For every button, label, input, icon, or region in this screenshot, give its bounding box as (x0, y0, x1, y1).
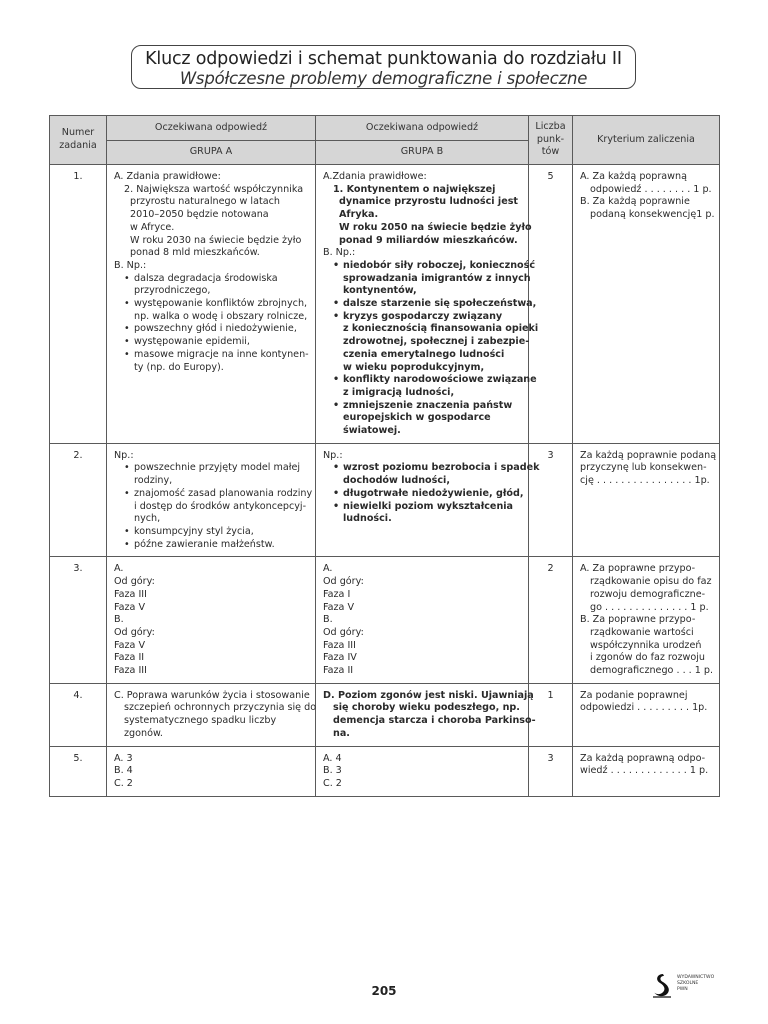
criteria-line: Za każdą poprawnie podaną (580, 449, 717, 461)
criteria-line: B. Za poprawne przypo- (580, 614, 696, 626)
page-subtitle: Współczesne problemy demograficzne i społeczne (179, 69, 588, 88)
answer-line: czenia emerytalnego ludności (343, 348, 505, 360)
bullet-icon: • (333, 310, 340, 322)
answer-line: B. 4 (114, 765, 133, 777)
answer-line: dochodów ludności, (343, 475, 450, 487)
criteria-cell (573, 165, 720, 444)
points-cell: 3 (529, 746, 573, 796)
answer-line: i dostęp do środków antykoncepcyj- (134, 500, 307, 512)
task-number-cell: 1. (50, 165, 107, 444)
table-row (50, 683, 720, 746)
answer-line: w wieku poprodukcyjnym, (343, 361, 485, 373)
answer-line: • dalsze starzenie się społeczeństwa, (333, 298, 537, 310)
bullet-icon: • (124, 298, 130, 310)
answer-line: Afryka. (339, 209, 379, 221)
answer-line: kontynentów, (343, 285, 417, 297)
answer-line: ludności. (343, 513, 392, 525)
bullet-icon: • (333, 259, 340, 271)
bullet-icon: • (124, 272, 130, 284)
answer-line: W roku 2030 na świecie będzie żyło (130, 234, 302, 246)
answer-line: C. Poprawa warunków życia i stosowanie (114, 689, 310, 701)
answer-line: Faza I (323, 588, 351, 600)
criteria-line: rządkowanie opisu do faz (590, 576, 712, 588)
group-b-answer-cell (316, 557, 529, 683)
answer-line: przyrodniczego, (134, 285, 211, 297)
criteria-cell (573, 746, 720, 796)
table-row (50, 746, 720, 796)
answer-line: światowej. (343, 425, 401, 437)
table-row (50, 443, 720, 557)
answer-line: A. (114, 563, 124, 575)
bullet-icon: • (124, 323, 130, 335)
publisher-logo (651, 972, 726, 1002)
group-b-answer-cell (316, 683, 536, 746)
answer-line: B. Np.: (323, 247, 356, 259)
criteria-line: Za każdą poprawną odpo- (580, 752, 706, 764)
group-b-answer-cell (316, 443, 540, 557)
answer-line: W roku 2050 na świecie będzie żyło (339, 221, 532, 233)
answer-line: Np.: (323, 449, 343, 461)
header-task-number: Numer zadania (50, 116, 107, 165)
chapter-title-box (131, 45, 636, 89)
answer-line: Faza III (323, 639, 356, 651)
answer-line: Np.: (114, 449, 134, 461)
bullet-icon: • (124, 538, 130, 550)
answer-line: • kryzys gospodarczy związany (333, 310, 503, 322)
bullet-icon: • (124, 487, 130, 499)
task-number-cell: 4. (50, 683, 107, 746)
criteria-line: odpowiedź . . . . . . . . 1 p. (590, 183, 712, 195)
answer-line: dynamice przyrostu ludności jest (339, 196, 518, 208)
points-cell: 1 (529, 683, 573, 746)
group-a-answer-cell (107, 557, 316, 683)
bullet-icon: • (124, 336, 130, 348)
criteria-cell (573, 443, 720, 557)
bullet-icon: • (333, 462, 340, 474)
answer-line: • zmniejszenie znaczenia państw (333, 399, 513, 411)
answer-line: Faza II (323, 665, 354, 677)
answer-line: Od góry: (114, 576, 155, 588)
answer-key-table (49, 115, 720, 797)
answer-line: Faza IV (323, 652, 357, 664)
answer-line: w Afryce. (130, 221, 175, 233)
answer-line: ponad 9 miliardów mieszkańców. (339, 234, 518, 246)
answer-line: D. Poziom zgonów jest niski. Ujawniają (323, 689, 534, 701)
answer-line: z imigracją ludności, (343, 386, 455, 398)
answer-line: A.Zdania prawidłowe: (323, 171, 427, 182)
header-expected-answer-a: Oczekiwana odpowiedź (107, 116, 316, 141)
criteria-line: wiedź . . . . . . . . . . . . . 1 p. (580, 765, 709, 777)
points-cell: 3 (529, 443, 573, 557)
bullet-icon: • (333, 374, 340, 386)
criteria-cell (573, 683, 720, 746)
answer-line: sprowadzania imigrantów z innych (343, 272, 531, 284)
criteria-line: cję . . . . . . . . . . . . . . . . 1p. (580, 475, 710, 487)
answer-line: B. (323, 614, 333, 626)
answer-line: B. (114, 614, 124, 626)
criteria-cell (573, 557, 720, 683)
answer-line: A. 3 (114, 752, 133, 764)
answer-line: ponad 8 mld mieszkańców. (130, 247, 260, 259)
bullet-icon: • (124, 525, 130, 537)
answer-line: zdrowotnej, społecznej i zabezpie- (343, 336, 530, 348)
answer-line: Faza III (114, 665, 147, 677)
criteria-line: współczynnika urodzeń (590, 639, 702, 651)
answer-line: • występowanie epidemii, (124, 336, 250, 348)
criteria-line: odpowiedzi . . . . . . . . . 1p. (580, 702, 708, 714)
criteria-line: Za podanie poprawnej (580, 689, 688, 701)
group-b-answer-cell (316, 165, 539, 444)
answer-line: A. Zdania prawidłowe: (114, 171, 221, 182)
bullet-icon: • (124, 348, 130, 360)
header-group-a: GRUPA A (107, 141, 316, 165)
answer-line: Faza V (114, 639, 146, 651)
task-number-cell: 2. (50, 443, 107, 557)
header-points: Liczba punk- tów (529, 116, 573, 165)
answer-line: • dalsza degradacja środowiska (124, 272, 278, 284)
group-a-answer-cell (107, 165, 316, 444)
group-a-answer-cell (107, 683, 316, 746)
criteria-line: rozwoju demograficzne- (590, 588, 706, 600)
answer-line: • wzrost poziomu bezrobocia i spadek (333, 462, 540, 474)
answer-line: się choroby wieku podeszłego, np. (333, 702, 520, 714)
criteria-line: A. Za poprawne przypo- (580, 563, 696, 575)
answer-line: Faza V (114, 601, 146, 613)
answer-line: Faza V (323, 601, 355, 613)
answer-line: 2010–2050 będzie notowana (130, 209, 269, 221)
answer-line: • niedobór siły roboczej, konieczność (333, 259, 536, 271)
answer-line: Od góry: (114, 626, 155, 638)
answer-line: C. 2 (114, 777, 133, 789)
answer-line: systematycznego spadku liczby (124, 715, 277, 727)
answer-line: Od góry: (323, 626, 364, 638)
answer-line: np. walka o wodę i obszary rolnicze, (134, 310, 308, 322)
task-number-cell: 3. (50, 557, 107, 683)
answer-line: B. Np.: (114, 259, 147, 271)
bullet-icon: • (124, 462, 130, 474)
criteria-line: rządkowanie wartości (590, 626, 694, 638)
answer-line: rodziny, (134, 475, 173, 487)
points-cell: 2 (529, 557, 573, 683)
answer-line: • powszechny głód i niedożywienie, (124, 323, 297, 335)
answer-line: demencja starcza i choroba Parkinso- (333, 715, 536, 727)
answer-line: 2. Największa wartość współczynnika (124, 183, 304, 195)
publisher-swan-icon (651, 972, 673, 1000)
answer-line: 1. Kontynentem o największej (333, 183, 496, 195)
bullet-icon: • (333, 298, 340, 310)
answer-line: • niewielki poziom wykształcenia (333, 500, 514, 512)
answer-line: • długotrwałe niedożywienie, głód, (333, 487, 524, 499)
criteria-line: przyczynę lub konsekwen- (580, 462, 707, 474)
answer-line: • konflikty narodowościowe związane (333, 374, 537, 386)
page-title: Klucz odpowiedzi i schemat punktowania do rozdziału II (145, 49, 622, 69)
bullet-icon: • (333, 399, 340, 411)
bullet-icon: • (333, 500, 340, 512)
group-a-answer-cell (107, 443, 316, 557)
criteria-line: demograficznego . . . 1 p. (590, 665, 714, 677)
answer-line: nych, (134, 513, 161, 525)
answer-line: z koniecznością finansowania opieki (343, 323, 539, 335)
page-number: 205 (371, 984, 397, 998)
criteria-line: i zgonów do faz rozwoju (590, 652, 706, 664)
answer-line: Od góry: (323, 576, 364, 588)
answer-line: • konsumpcyjny styl życia, (124, 525, 254, 537)
answer-line: • występowanie konfliktów zbrojnych, (124, 298, 308, 310)
header-criteria: Kryterium zaliczenia (573, 116, 720, 165)
answer-line: • późne zawieranie małżeństw. (124, 538, 275, 550)
task-number-cell: 5. (50, 746, 107, 796)
answer-line: A. (323, 563, 333, 575)
answer-line: B. 3 (323, 765, 342, 777)
criteria-line: B. Za każdą poprawnie (580, 196, 690, 208)
answer-line: przyrostu naturalnego w latach (130, 196, 280, 208)
criteria-line: A. Za każdą poprawną (580, 171, 687, 182)
group-b-answer-cell (316, 746, 529, 796)
answer-line: Faza II (114, 652, 145, 664)
answer-line: ty (np. do Europy). (134, 361, 224, 373)
answer-line: na. (333, 727, 350, 739)
table-row (50, 165, 720, 444)
answer-line: zgonów. (124, 727, 163, 739)
header-expected-answer-b: Oczekiwana odpowiedź (316, 116, 529, 141)
answer-line: szczepień ochronnych przyczynia się do (124, 702, 317, 714)
criteria-line: podaną konsekwencję1 p. (590, 209, 715, 221)
answer-line: Faza III (114, 588, 147, 600)
answer-line: europejskich w gospodarce (343, 412, 491, 424)
points-cell: 5 (529, 165, 573, 444)
table-row (50, 557, 720, 683)
criteria-line: go . . . . . . . . . . . . . . 1 p. (590, 601, 709, 613)
header-group-b: GRUPA B (316, 141, 529, 165)
answer-line: C. 2 (323, 777, 342, 789)
answer-line: • masowe migracje na inne kontynen- (124, 348, 309, 360)
answer-line: A. 4 (323, 752, 342, 764)
answer-line: • powszechnie przyjęty model małej (124, 462, 301, 474)
publisher-name: WYDAWNICTWO SZKOLNE PWN (677, 975, 715, 992)
group-a-answer-cell (107, 746, 316, 796)
bullet-icon: • (333, 487, 340, 499)
answer-line: • znajomość zasad planowania rodziny (124, 487, 313, 499)
